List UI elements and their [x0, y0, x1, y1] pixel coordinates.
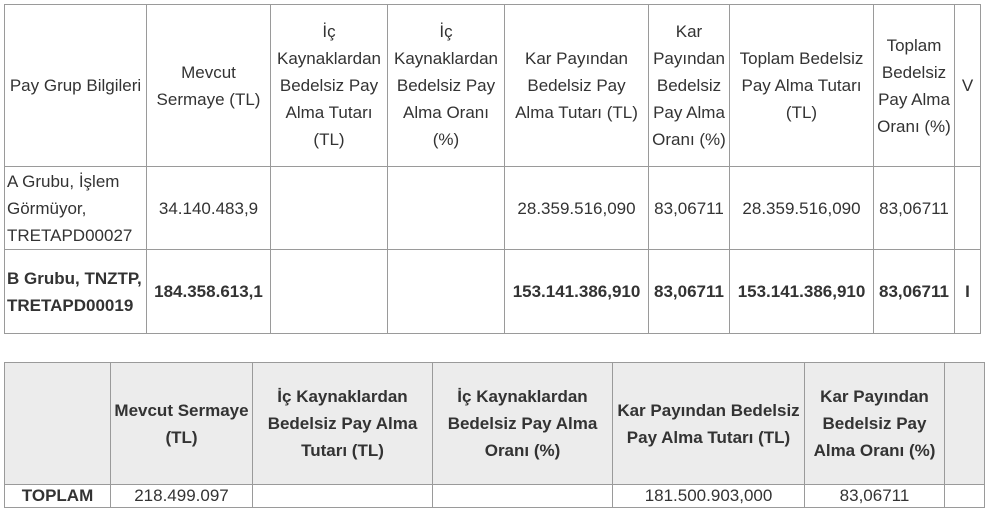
header-ic-kaynak-oran: İç Kaynaklardan Bedelsiz Pay Alma Oranı (%): [433, 363, 613, 485]
header-kar-payi-oran: Kar Payından Bedelsiz Pay Alma Oranı (%): [805, 363, 945, 485]
header-mevcut-sermaye: Mevcut Sermaye (TL): [111, 363, 253, 485]
table-header-row: [5, 363, 985, 485]
row-label-toplam: TOPLAM: [5, 485, 111, 508]
header-empty: [5, 363, 111, 485]
table-row: [5, 250, 981, 334]
row-ic-tutar: [271, 250, 388, 334]
row-name: B Grubu, TNZTP, TRETAPD00019: [5, 250, 147, 334]
header-toplam-oran: Toplam Bedelsiz Pay Alma Oranı (%): [874, 5, 955, 167]
table-header-row: [5, 5, 981, 167]
row-ic-tutar: [271, 167, 388, 250]
row-mevcut: 218.499.097: [111, 485, 253, 508]
row-kar-tutar: 28.359.516,090: [505, 167, 649, 250]
header-kar-payi-oran: Kar Payından Bedelsiz Pay Alma Oranı (%): [649, 5, 730, 167]
row-ic-oran: [388, 167, 505, 250]
header-kar-payi-tutar: Kar Payından Bedelsiz Pay Alma Tutarı (TL): [613, 363, 805, 485]
row-ic-oran: [433, 485, 613, 508]
toplam-table: [4, 362, 985, 508]
row-kar-oran: 83,06711: [805, 485, 945, 508]
row-ic-oran: [388, 250, 505, 334]
header-ic-kaynak-oran: İç Kaynaklardan Bedelsiz Pay Alma Oranı (%): [388, 5, 505, 167]
header-toplam-tutar: Toplam Bedelsiz Pay Alma Tutarı (TL): [730, 5, 874, 167]
row-extra: I: [955, 250, 981, 334]
header-cut-off: [945, 363, 985, 485]
row-kar-tutar: 153.141.386,910: [505, 250, 649, 334]
header-mevcut-sermaye: Mevcut Sermaye (TL): [147, 5, 271, 167]
row-kar-tutar: 181.500.903,000: [613, 485, 805, 508]
row-extra: [945, 485, 985, 508]
row-name: A Grubu, İşlem Görmüyor, TRETAPD00027: [5, 167, 147, 250]
row-toplam-oran: 83,06711: [874, 250, 955, 334]
row-toplam-tutar: 28.359.516,090: [730, 167, 874, 250]
row-toplam-tutar: 153.141.386,910: [730, 250, 874, 334]
row-extra: [955, 167, 981, 250]
row-kar-oran: 83,06711: [649, 167, 730, 250]
row-toplam-oran: 83,06711: [874, 167, 955, 250]
header-ic-kaynak-tutar: İç Kaynaklardan Bedelsiz Pay Alma Tutarı (TL): [253, 363, 433, 485]
pay-grup-table: [4, 4, 981, 334]
row-kar-oran: 83,06711: [649, 250, 730, 334]
row-ic-tutar: [253, 485, 433, 508]
header-kar-payi-tutar: Kar Payından Bedelsiz Pay Alma Tutarı (TL): [505, 5, 649, 167]
header-cut-off: V: [955, 5, 981, 167]
header-ic-kaynak-tutar: İç Kaynaklardan Bedelsiz Pay Alma Tutarı (TL): [271, 5, 388, 167]
table-row: [5, 485, 985, 508]
row-mevcut: 184.358.613,1: [147, 250, 271, 334]
table-row: [5, 167, 981, 250]
header-pay-grup: Pay Grup Bilgileri: [5, 5, 147, 167]
row-mevcut: 34.140.483,9: [147, 167, 271, 250]
